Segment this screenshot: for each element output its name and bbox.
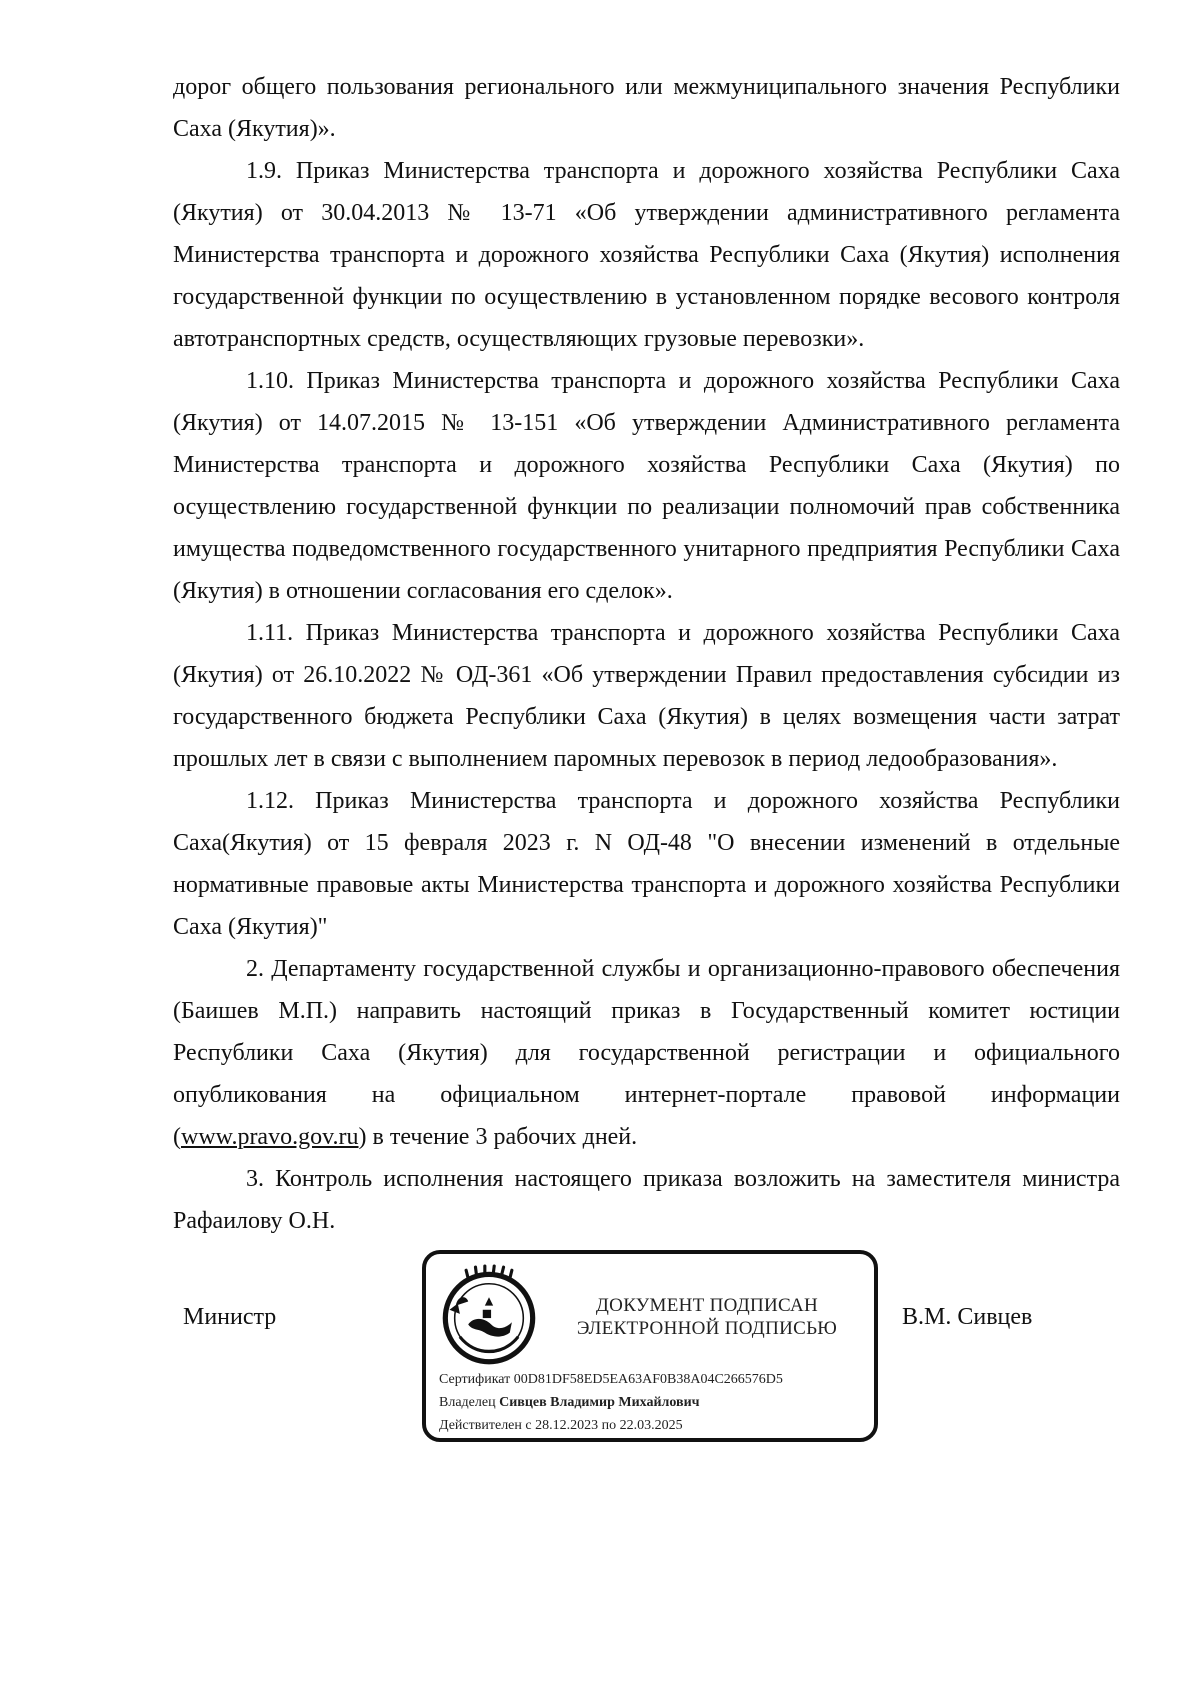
- stamp-title: [544, 1294, 870, 1340]
- paragraph-1-10: 1.10. Приказ Министерства транспорта и дорожного хозяйства Республики Саха (Якутия) от 14.07.2015 № 13-151 «Об утверждении Административного регламента Министерства транспорта и дорожного хозяйства Республики Саха (Якутия) по осуществлению государственной функции по реализации полномочий прав собственника имущества подведомственного государственного унитарного предприятия Республики Саха (Якутия) в отношении согласования его сделок».: [173, 368, 1120, 604]
- owner-row: [439, 1391, 869, 1414]
- certificate-value: 00D81DF58ED5EA63AF0B38A04C266576D5: [513, 1372, 783, 1387]
- electronic-signature-stamp: [422, 1250, 878, 1442]
- owner-label: Владелец: [439, 1395, 496, 1410]
- paragraph-2-text: 2. Департаменту государственной службы и организационно-правового обеспечения (Баишев М.П.) направить настоящий приказ в Государственный комитет юстиции Республики Саха (Якутия) для государственной регистрации и официального опубликования на официальном интернет-портале правовой информации (: [173, 956, 1120, 1150]
- owner-value: Сивцев Владимир Михайлович: [499, 1395, 700, 1410]
- stamp-title-line-1: ДОКУМЕНТ ПОДПИСАН: [595, 1295, 819, 1316]
- paragraph-1-9: 1.9. Приказ Министерства транспорта и дорожного хозяйства Республики Саха (Якутия) от 30.04.2013 № 13-71 «Об утверждении административного регламента Министерства транспорта и дорожного хозяйства Республики Саха (Якутия) исполнения государственной функции по осуществлению в установленном порядке весового контроля автотранспортных средств, осуществляющих грузовые перевозки».: [173, 158, 1120, 352]
- validity-row: [439, 1414, 869, 1437]
- valid-from-label: с: [525, 1418, 532, 1433]
- paragraph-2-tail: ) в течение 3 рабочих дней.: [358, 1124, 638, 1150]
- valid-to-date: 22.03.2025: [619, 1418, 683, 1433]
- valid-to-label: по: [601, 1418, 617, 1433]
- valid-label: Действителен: [439, 1418, 522, 1433]
- paragraph-continuation: дорог общего пользования регионального или межмуниципального значения Республики Саха (Якутия)».: [173, 74, 1120, 142]
- certificate-row: [439, 1368, 869, 1391]
- paragraph-2: [173, 948, 1120, 1158]
- document-body: [173, 66, 1120, 1242]
- signatory-name: В.М. Сивцев: [902, 1304, 1033, 1330]
- stamp-title-line-2: ЭЛЕКТРОННОЙ ПОДПИСЬЮ: [576, 1318, 838, 1339]
- pravo-link[interactable]: www.pravo.gov.ru: [181, 1124, 359, 1150]
- valid-from-date: 28.12.2023: [535, 1418, 599, 1433]
- paragraph-1-12: 1.12. Приказ Министерства транспорта и дорожного хозяйства Республики Саха(Якутия) от 15 февраля 2023 г. N ОД-48 "О внесении изменений в отдельные нормативные правовые акты Министерства транспорта и дорожного хозяйства Республики Саха (Якутия)": [173, 788, 1120, 940]
- coat-of-arms-emblem-icon: [437, 1264, 541, 1368]
- paragraph-3: 3. Контроль исполнения настоящего приказа возложить на заместителя министра Рафаилову О.Н.: [173, 1166, 1120, 1234]
- signatory-position: Министр: [183, 1304, 277, 1330]
- certificate-label: Сертификат: [439, 1372, 511, 1387]
- stamp-details: [439, 1368, 869, 1437]
- paragraph-1-11: 1.11. Приказ Министерства транспорта и дорожного хозяйства Республики Саха (Якутия) от 26.10.2022 № ОД-361 «Об утверждении Правил предоставления субсидии из государственного бюджета Республики Саха (Якутия) в целях возмещения части затрат прошлых лет в связи с выполнением паромных перевозок в период ледообразования».: [173, 620, 1120, 772]
